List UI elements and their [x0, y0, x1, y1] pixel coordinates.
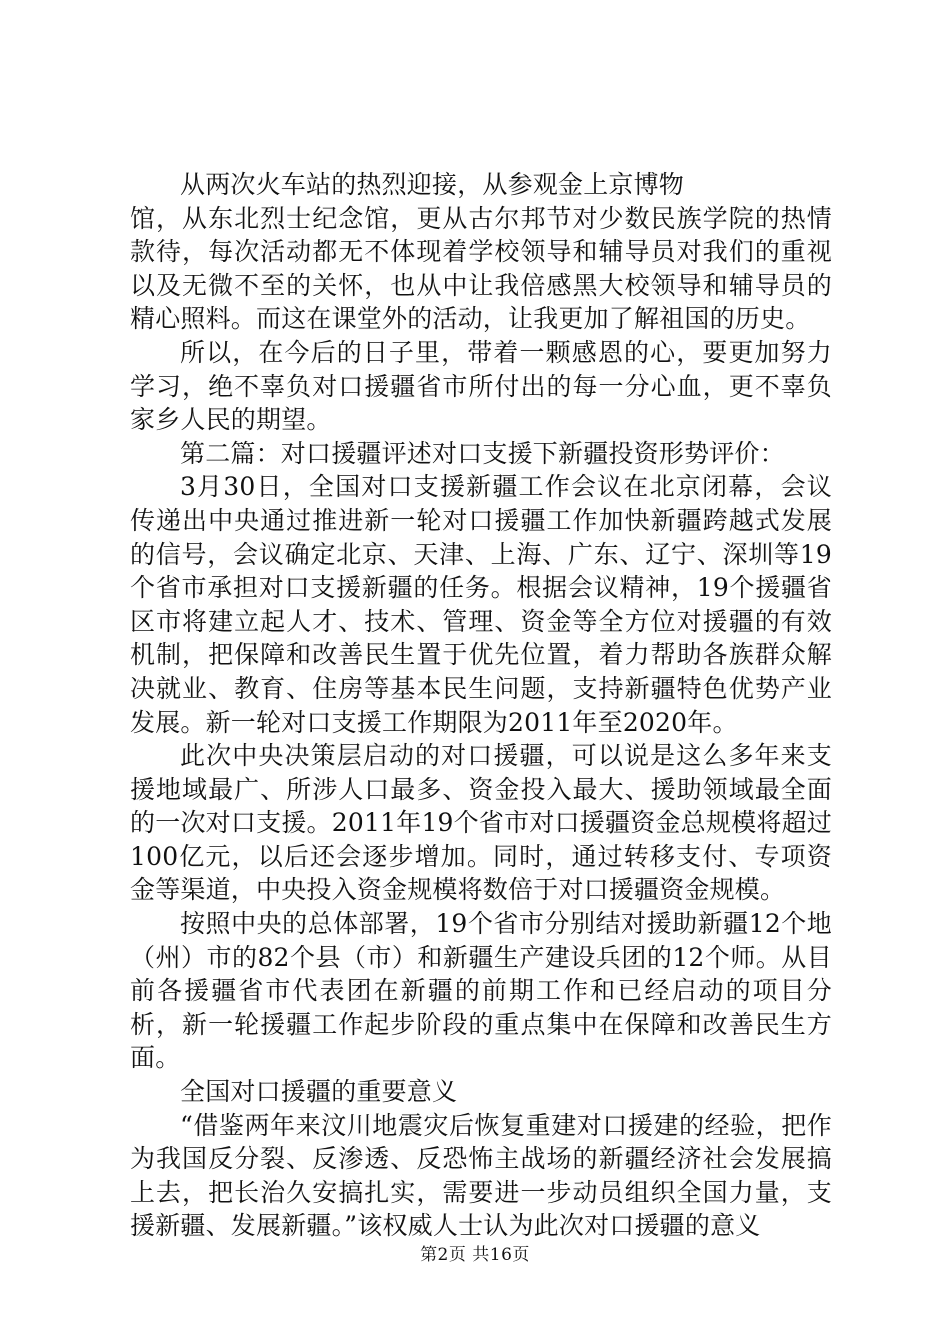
paragraph-3: 所以，在今后的日子里，带着一颗感恩的心，要更加努力学习，绝不辜负对口援疆省市所付出的每一分心血，更不辜负家乡人民的期望。	[130, 337, 832, 435]
subheading: 全国对口援疆的重要意义	[180, 1077, 458, 1107]
paragraph-1: 从两次火车站的热烈迎接，从参观金上京博物	[180, 170, 685, 199]
paragraph-7: “借鉴两年来汶川地震灾后恢复重建对口援建的经验，把作为我国反分裂、反渗透、反恐怖主战场的新疆经济社会发展搞上去，把长治久安搞扎实，需要进一步动员组织全国力量，支援新疆、发展新疆。”该权威人士认为此次对口援疆的意义	[130, 1110, 832, 1241]
document-body	[130, 168, 832, 1243]
section-heading: 第二篇：对口援疆评述对口支援下新疆投资形势评价：	[180, 438, 785, 468]
paragraph-4: 3月30日，全国对口支援新疆工作会议在北京闭幕，会议传递出中央通过推进新一轮对口援疆工作加快新疆跨越式发展的信号，会议确定北京、天津、上海、广东、辽宁、深圳等19个省市承担对口支援新疆的任务。根据会议精神，19个援疆省区市将建立起人才、技术、管理、资金等全方位对援疆的有效机制，把保障和改善民生置于优先位置，着力帮助各族群众解决就业、教育、住房等基本民生问题，支持新疆特色优势产业发展。新一轮对口支援工作期限为2011年至2020年。	[130, 472, 832, 737]
paragraph-5: 此次中央决策层启动的对口援疆，可以说是这么多年来支援地域最广、所涉人口最多、资金投入最大、援助领域最全面的一次对口支援。2011年19个省市对口援疆资金总规模将超过100亿元，以后还会逐步增加。同时，通过转移支付、专项资金等渠道，中央投入资金规模将数倍于对口援疆资金规模。	[130, 741, 832, 905]
paragraph-6: 按照中央的总体部署，19个省市分别结对援助新疆12个地（州）市的82个县（市）和新疆生产建设兵团的12个师。从目前各援疆省市代表团在新疆的前期工作和已经启动的项目分析，新一轮援疆工作起步阶段的重点集中在保障和改善民生方面。	[130, 909, 832, 1073]
paragraph-2: 馆，从东北烈士纪念馆，更从古尔邦节对少数民族学院的热情款待，每次活动都无不体现着学校领导和辅导员对我们的重视以及无微不至的关怀，也从中让我倍感黑大校领导和辅导员的精心照料。而这在课堂外的活动，让我更加了解祖国的历史。	[130, 203, 832, 334]
page-footer: 第2页 共16页	[420, 1245, 530, 1265]
